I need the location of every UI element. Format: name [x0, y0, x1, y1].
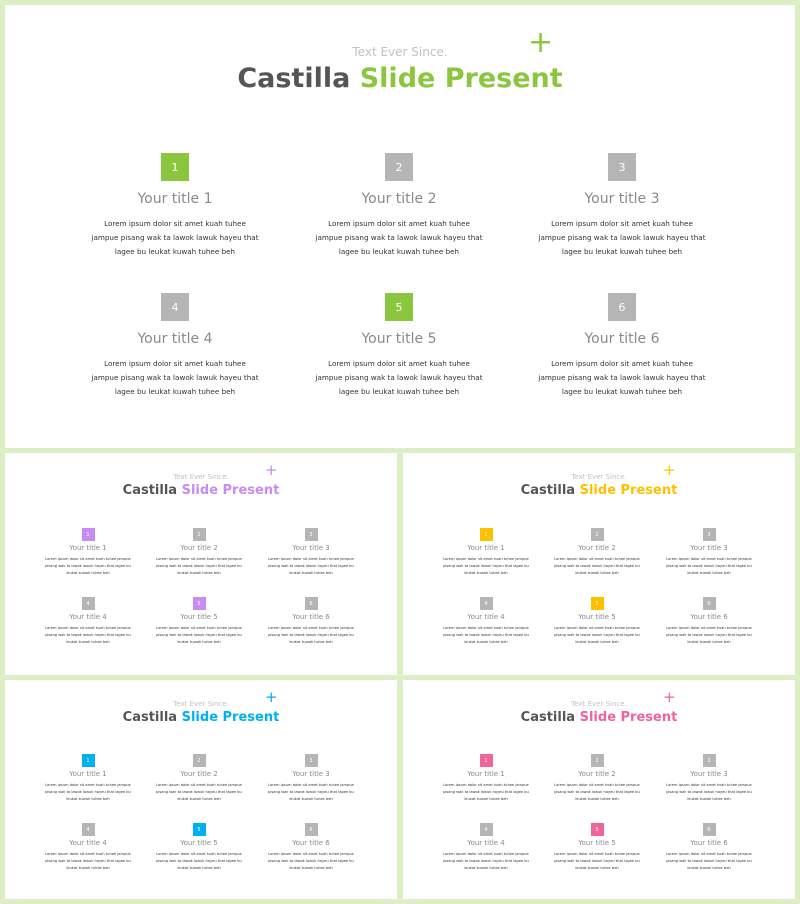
feature-item: [43, 528, 133, 577]
feature-item: [43, 754, 133, 803]
number-badge: 6: [703, 823, 716, 836]
item-title: Your title 6: [690, 839, 728, 847]
item-title: Your title 6: [584, 331, 660, 347]
slide-blue-thumbnail: [5, 680, 397, 899]
slide-title-part1: Castilla: [237, 63, 351, 94]
number-badge: 2: [591, 528, 604, 541]
number-badge: 4: [480, 823, 493, 836]
item-description: Lorem ipsum dolor sit amet kuah tuhee jampue pisang wak ta lawok lawuk hayeu that lagee bu leukat kuwah tuhee beh: [91, 219, 259, 256]
plus-icon: +: [663, 461, 676, 479]
feature-item: [441, 754, 531, 803]
slide-pink-thumbnail: [403, 680, 795, 899]
item-description: Lorem ipsum dolor sit amet kuah tuhee jampue pisang wak ta lawok lawuk hayeu that lagee bu leukat kuwah tuhee beh: [443, 557, 529, 575]
feature-item: [154, 528, 244, 577]
number-badge: 1: [82, 754, 95, 767]
slide-title: [403, 710, 795, 725]
item-title: Your title 2: [578, 544, 616, 552]
item-title: Your title 3: [690, 770, 728, 778]
item-description: Lorem ipsum dolor sit amet kuah tuhee jampue pisang wak ta lawok lawuk hayeu that lagee bu leukat kuwah tuhee beh: [538, 359, 706, 396]
number-badge: 5: [193, 823, 206, 836]
item-description: Lorem ipsum dolor sit amet kuah tuhee jampue pisang wak ta lawok lawuk hayeu that lagee bu leukat kuwah tuhee beh: [156, 852, 242, 870]
item-description: Lorem ipsum dolor sit amet kuah tuhee jampue pisang wak ta lawok lawuk hayeu that lagee bu leukat kuwah tuhee beh: [45, 783, 131, 801]
item-description: Lorem ipsum dolor sit amet kuah tuhee jampue pisang wak ta lawok lawuk hayeu that lagee bu leukat kuwah tuhee beh: [315, 219, 483, 256]
item-title: Your title 1: [69, 544, 107, 552]
number-badge: 3: [608, 153, 636, 181]
feature-item: [664, 823, 754, 872]
item-title: Your title 2: [180, 770, 218, 778]
feature-item: [90, 293, 260, 399]
slide-title-part1: Castilla: [122, 710, 178, 725]
feature-item: [552, 528, 642, 577]
item-title: Your title 5: [180, 839, 218, 847]
feature-item: [266, 528, 356, 577]
item-title: Your title 5: [180, 613, 218, 621]
slide-title-part2: Slide Present: [579, 483, 678, 498]
item-title: Your title 4: [467, 839, 505, 847]
item-description: Lorem ipsum dolor sit amet kuah tuhee jampue pisang wak ta lawok lawuk hayeu that lagee bu leukat kuwah tuhee beh: [554, 783, 640, 801]
plus-icon: +: [265, 461, 278, 479]
number-badge: 4: [82, 597, 95, 610]
item-description: Lorem ipsum dolor sit amet kuah tuhee jampue pisang wak ta lawok lawuk hayeu that lagee bu leukat kuwah tuhee beh: [554, 852, 640, 870]
number-badge: 6: [305, 597, 318, 610]
number-badge: 4: [161, 293, 189, 321]
number-badge: 1: [82, 528, 95, 541]
plus-icon: +: [663, 688, 676, 706]
feature-item: [43, 597, 133, 646]
feature-item: [43, 823, 133, 872]
feature-item: [90, 153, 260, 259]
number-badge: 3: [305, 754, 318, 767]
item-description: Lorem ipsum dolor sit amet kuah tuhee jampue pisang wak ta lawok lawuk hayeu that lagee bu leukat kuwah tuhee beh: [45, 626, 131, 644]
feature-item: [537, 153, 707, 259]
slide-subtitle: Text Ever Since.: [571, 700, 627, 708]
item-title: Your title 1: [137, 191, 213, 207]
item-title: Your title 5: [578, 613, 616, 621]
item-description: Lorem ipsum dolor sit amet kuah tuhee jampue pisang wak ta lawok lawuk hayeu that lagee bu leukat kuwah tuhee beh: [666, 626, 752, 644]
slide-title-part2: Slide Present: [181, 710, 280, 725]
item-title: Your title 4: [69, 613, 107, 621]
number-badge: 6: [305, 823, 318, 836]
item-title: Your title 1: [69, 770, 107, 778]
feature-item: [552, 823, 642, 872]
feature-item: [154, 823, 244, 872]
feature-item: [314, 293, 484, 399]
item-description: Lorem ipsum dolor sit amet kuah tuhee jampue pisang wak ta lawok lawuk hayeu that lagee bu leukat kuwah tuhee beh: [156, 783, 242, 801]
number-badge: 2: [193, 754, 206, 767]
item-title: Your title 4: [467, 613, 505, 621]
feature-item: [441, 823, 531, 872]
item-description: Lorem ipsum dolor sit amet kuah tuhee jampue pisang wak ta lawok lawuk hayeu that lagee bu leukat kuwah tuhee beh: [268, 557, 354, 575]
item-title: Your title 2: [578, 770, 616, 778]
number-badge: 6: [608, 293, 636, 321]
item-title: Your title 3: [584, 191, 660, 207]
number-badge: 4: [480, 597, 493, 610]
feature-item: [664, 528, 754, 577]
item-description: Lorem ipsum dolor sit amet kuah tuhee jampue pisang wak ta lawok lawuk hayeu that lagee bu leukat kuwah tuhee beh: [45, 852, 131, 870]
item-description: Lorem ipsum dolor sit amet kuah tuhee jampue pisang wak ta lawok lawuk hayeu that lagee bu leukat kuwah tuhee beh: [91, 359, 259, 396]
item-description: Lorem ipsum dolor sit amet kuah tuhee jampue pisang wak ta lawok lawuk hayeu that lagee bu leukat kuwah tuhee beh: [268, 783, 354, 801]
slide-subtitle: Text Ever Since.: [571, 473, 627, 481]
number-badge: 5: [385, 293, 413, 321]
number-badge: 1: [480, 528, 493, 541]
slide-green-large: [5, 5, 795, 448]
slide-title: [5, 483, 397, 498]
item-description: Lorem ipsum dolor sit amet kuah tuhee jampue pisang wak ta lawok lawuk hayeu that lagee bu leukat kuwah tuhee beh: [315, 359, 483, 396]
item-description: Lorem ipsum dolor sit amet kuah tuhee jampue pisang wak ta lawok lawuk hayeu that lagee bu leukat kuwah tuhee beh: [45, 557, 131, 575]
number-badge: 1: [480, 754, 493, 767]
slide-title-part1: Castilla: [122, 483, 178, 498]
number-badge: 5: [591, 597, 604, 610]
slide-title-part2: Slide Present: [359, 63, 563, 94]
slide-title-part2: Slide Present: [181, 483, 280, 498]
slide-title: [403, 483, 795, 498]
item-description: Lorem ipsum dolor sit amet kuah tuhee jampue pisang wak ta lawok lawuk hayeu that lagee bu leukat kuwah tuhee beh: [538, 219, 706, 256]
item-description: Lorem ipsum dolor sit amet kuah tuhee jampue pisang wak ta lawok lawuk hayeu that lagee bu leukat kuwah tuhee beh: [666, 557, 752, 575]
slide-title-part1: Castilla: [520, 710, 576, 725]
slide-title-part1: Castilla: [520, 483, 576, 498]
number-badge: 4: [82, 823, 95, 836]
feature-item: [441, 528, 531, 577]
item-title: Your title 3: [292, 544, 330, 552]
item-title: Your title 3: [690, 544, 728, 552]
item-title: Your title 6: [292, 613, 330, 621]
item-description: Lorem ipsum dolor sit amet kuah tuhee jampue pisang wak ta lawok lawuk hayeu that lagee bu leukat kuwah tuhee beh: [554, 557, 640, 575]
slide-title-part2: Slide Present: [579, 710, 678, 725]
number-badge: 3: [703, 754, 716, 767]
item-description: Lorem ipsum dolor sit amet kuah tuhee jampue pisang wak ta lawok lawuk hayeu that lagee bu leukat kuwah tuhee beh: [443, 626, 529, 644]
slide-subtitle: Text Ever Since.: [173, 473, 229, 481]
plus-icon: +: [265, 688, 278, 706]
item-description: Lorem ipsum dolor sit amet kuah tuhee jampue pisang wak ta lawok lawuk hayeu that lagee bu leukat kuwah tuhee beh: [156, 626, 242, 644]
number-badge: 3: [305, 528, 318, 541]
item-title: Your title 6: [690, 613, 728, 621]
number-badge: 2: [591, 754, 604, 767]
feature-item: [441, 597, 531, 646]
number-badge: 2: [193, 528, 206, 541]
number-badge: 3: [703, 528, 716, 541]
number-badge: 2: [385, 153, 413, 181]
feature-item: [537, 293, 707, 399]
plus-icon: +: [528, 25, 554, 60]
item-description: Lorem ipsum dolor sit amet kuah tuhee jampue pisang wak ta lawok lawuk hayeu that lagee bu leukat kuwah tuhee beh: [268, 852, 354, 870]
number-badge: 1: [161, 153, 189, 181]
slide-title: [5, 710, 397, 725]
item-title: Your title 4: [137, 331, 213, 347]
feature-item: [154, 754, 244, 803]
slide-yellow-thumbnail: [403, 453, 795, 675]
feature-item: [552, 754, 642, 803]
slide-subtitle: Text Ever Since.: [352, 45, 448, 59]
item-title: Your title 2: [180, 544, 218, 552]
slide-title: [5, 63, 795, 94]
feature-item: [664, 597, 754, 646]
slide-subtitle: Text Ever Since.: [173, 700, 229, 708]
feature-item: [552, 597, 642, 646]
feature-item: [266, 597, 356, 646]
item-title: Your title 2: [361, 191, 437, 207]
item-description: Lorem ipsum dolor sit amet kuah tuhee jampue pisang wak ta lawok lawuk hayeu that lagee bu leukat kuwah tuhee beh: [554, 626, 640, 644]
item-title: Your title 1: [467, 544, 505, 552]
item-description: Lorem ipsum dolor sit amet kuah tuhee jampue pisang wak ta lawok lawuk hayeu that lagee bu leukat kuwah tuhee beh: [156, 557, 242, 575]
item-description: Lorem ipsum dolor sit amet kuah tuhee jampue pisang wak ta lawok lawuk hayeu that lagee bu leukat kuwah tuhee beh: [666, 783, 752, 801]
slide-purple-thumbnail: [5, 453, 397, 675]
item-title: Your title 6: [292, 839, 330, 847]
feature-item: [664, 754, 754, 803]
feature-item: [266, 823, 356, 872]
feature-item: [314, 153, 484, 259]
item-title: Your title 5: [578, 839, 616, 847]
item-title: Your title 3: [292, 770, 330, 778]
number-badge: 5: [193, 597, 206, 610]
item-description: Lorem ipsum dolor sit amet kuah tuhee jampue pisang wak ta lawok lawuk hayeu that lagee bu leukat kuwah tuhee beh: [443, 852, 529, 870]
number-badge: 6: [703, 597, 716, 610]
number-badge: 5: [591, 823, 604, 836]
item-title: Your title 5: [361, 331, 437, 347]
item-title: Your title 1: [467, 770, 505, 778]
item-description: Lorem ipsum dolor sit amet kuah tuhee jampue pisang wak ta lawok lawuk hayeu that lagee bu leukat kuwah tuhee beh: [268, 626, 354, 644]
item-description: Lorem ipsum dolor sit amet kuah tuhee jampue pisang wak ta lawok lawuk hayeu that lagee bu leukat kuwah tuhee beh: [443, 783, 529, 801]
feature-item: [266, 754, 356, 803]
item-description: Lorem ipsum dolor sit amet kuah tuhee jampue pisang wak ta lawok lawuk hayeu that lagee bu leukat kuwah tuhee beh: [666, 852, 752, 870]
feature-item: [154, 597, 244, 646]
item-title: Your title 4: [69, 839, 107, 847]
